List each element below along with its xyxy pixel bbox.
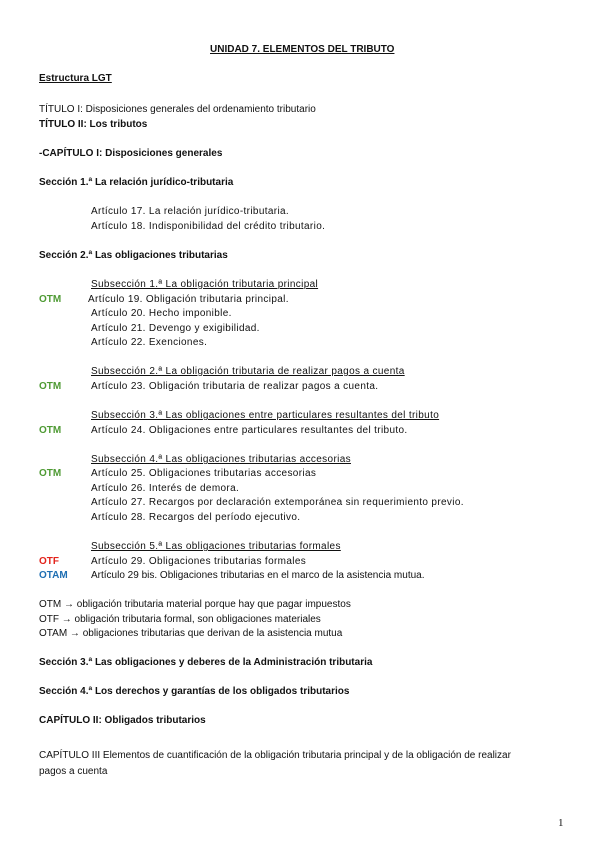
page-title: UNIDAD 7. ELEMENTOS DEL TRIBUTO: [210, 44, 395, 55]
article-23: Artículo 23. Obligación tributaria de realizar pagos a cuenta.: [91, 381, 379, 392]
subseccion-4-heading: Subsección 4.ª Las obligaciones tributarias accesorias: [91, 454, 351, 465]
article-29: Artículo 29. Obligaciones tributarias formales: [91, 556, 307, 567]
subseccion-3-heading: Subsección 3.ª Las obligaciones entre particulares resultantes del tributo: [91, 410, 440, 421]
titulo-i: TÍTULO I: Disposiciones generales del ordenamiento tributario: [39, 104, 316, 115]
article-26: Artículo 26. Interés de demora.: [91, 483, 240, 494]
subseccion-1-heading: Subsección 1.ª La obligación tributaria principal: [91, 279, 319, 290]
otm-label: OTM: [39, 381, 62, 392]
article-17: Artículo 17. La relación jurídico-tributaria.: [91, 206, 290, 217]
legend-otam: OTAM → obligaciones tributarias que derivan de la asistencia mutua: [39, 628, 343, 639]
capitulo-i: -CAPÍTULO I: Disposiciones generales: [39, 148, 223, 159]
article-22: Artículo 22. Exenciones.: [91, 337, 208, 348]
article-21: Artículo 21. Devengo y exigibilidad.: [91, 323, 260, 334]
article-27: Artículo 27. Recargos por declaración extemporánea sin requerimiento previo.: [91, 497, 464, 508]
seccion-4-heading: Sección 4.ª Los derechos y garantías de los obligados tributarios: [39, 686, 350, 697]
legend-otm: OTM → obligación tributaria material porque hay que pagar impuestos: [39, 599, 351, 610]
seccion-3-heading: Sección 3.ª Las obligaciones y deberes de la Administración tributaria: [39, 657, 373, 668]
seccion-2-heading: Sección 2.ª Las obligaciones tributarias: [39, 250, 228, 261]
article-20: Artículo 20. Hecho imponible.: [91, 308, 232, 319]
article-29-bis: Artículo 29 bis. Obligaciones tributarias en el marco de la asistencia mutua.: [91, 570, 425, 581]
titulo-ii: TÍTULO II: Los tributos: [39, 119, 148, 130]
estructura-heading: Estructura LGT: [39, 73, 112, 84]
otam-label: OTAM: [39, 570, 68, 581]
capitulo-iii-line-1: CAPÍTULO III Elementos de cuantificación de la obligación tributaria principal y de la obligación de realizar: [39, 750, 511, 761]
article-25: Artículo 25. Obligaciones tributarias accesorias: [91, 468, 317, 479]
otf-label: OTF: [39, 556, 59, 567]
page-number: 1: [558, 817, 564, 829]
seccion-1-heading: Sección 1.ª La relación jurídico-tributaria: [39, 177, 234, 188]
otm-label: OTM: [39, 425, 62, 436]
article-18: Artículo 18. Indisponibilidad del crédito tributario.: [91, 221, 326, 232]
legend-otf: OTF → obligación tributaria formal, son obligaciones materiales: [39, 614, 321, 625]
article-28: Artículo 28. Recargos del período ejecutivo.: [91, 512, 301, 523]
article-19: Artículo 19. Obligación tributaria principal.: [88, 294, 289, 305]
subseccion-2-heading: Subsección 2.ª La obligación tributaria de realizar pagos a cuenta: [91, 366, 405, 377]
otm-label: OTM: [39, 294, 62, 305]
capitulo-iii-line-2: pagos a cuenta: [39, 766, 108, 777]
article-24: Artículo 24. Obligaciones entre particulares resultantes del tributo.: [91, 425, 408, 436]
capitulo-ii: CAPÍTULO II: Obligados tributarios: [39, 715, 206, 726]
otm-label: OTM: [39, 468, 62, 479]
subseccion-5-heading: Subsección 5.ª Las obligaciones tributarias formales: [91, 541, 341, 552]
